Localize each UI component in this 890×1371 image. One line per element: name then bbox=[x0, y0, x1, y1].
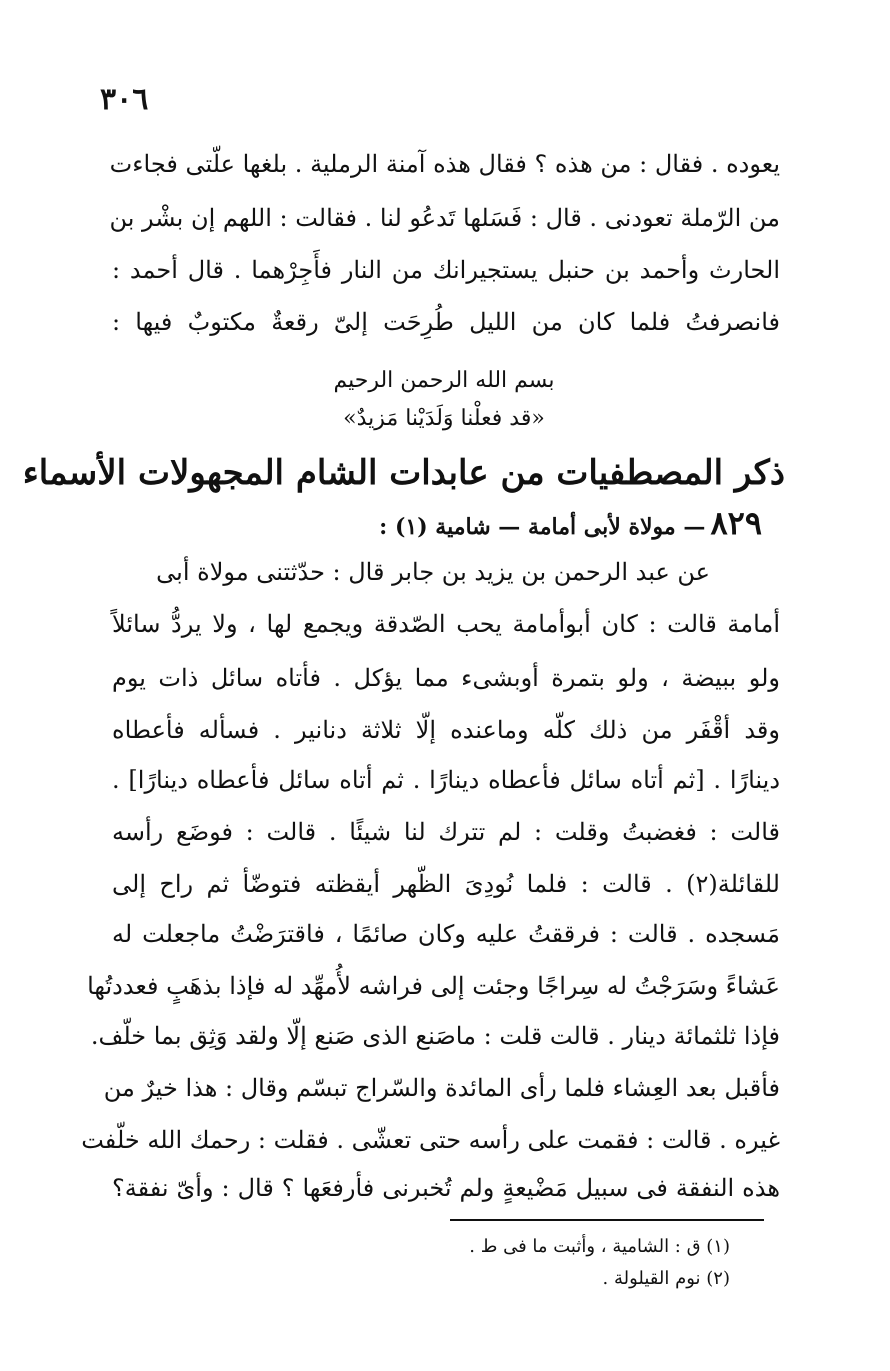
text-line: عن عبد الرحمن بن يزيد بن جابر قال : حدّثتنى مولاة أبى bbox=[156, 558, 710, 586]
page-number: ٣٠٦ bbox=[100, 82, 149, 117]
text-line: فانصرفتُ فلما كان من الليل طُرِحَت إلىّ رقعةٌ مكتوبٌ فيها : bbox=[112, 308, 780, 336]
text-line: ولو ببيضة ، ولو بتمرة أوبشىء مما يؤكل . فأتاه سائل ذات يوم bbox=[112, 664, 780, 692]
section-heading: ذكر المصطفيات من عابدات الشام المجهولات الأسماء bbox=[22, 453, 785, 493]
text-line: فإذا ثلثمائة دينار . قالت قلت : ماصَنع الذى صَنع إلّا ولقد وَثِق بما خلّف. bbox=[90, 1022, 780, 1050]
quranic-quote: «قد فعلْنا وَلَدَيْنا مَزيدٌ» bbox=[343, 406, 545, 431]
text-line: أمامة قالت : كان أبوأمامة يحب الصّدقة ويجمع لها ، ولا يردُّ سائلاً bbox=[112, 610, 780, 638]
text-line: وقد أقْفَر من ذلك كلّه وماعنده إلّا ثلاثة دنانير . فسأله فأعطاه bbox=[112, 716, 780, 744]
footnote: (٢) نوم القيلولة . bbox=[602, 1268, 730, 1289]
text-line: يعوده . فقال : من هذه ؟ فقال هذه آمنة الرملية . بلغها علّتى فجاءت bbox=[109, 150, 780, 178]
text-line: للقائلة(٢) . قالت : فلما نُودِىَ الظّهر أيقظته فتوضّأ ثم راح إلى bbox=[112, 870, 780, 898]
text-line: غيره . قالت : فقمت على رأسه حتى تعشّى . فقلت : رحمك الله خلّفت bbox=[81, 1126, 780, 1154]
text-line: عَشاءً وسَرَجْتُ له سِراجًا وجئت إلى فراشه لأُمهِّد له فإذا بذهَبٍ فعددتُها bbox=[87, 972, 780, 1000]
text-line: دينارًا . [ثم أتاه سائل فأعطاه دينارًا . ثم أتاه سائل فأعطاه دينارًا] . bbox=[112, 766, 781, 794]
basmala: بسم الله الرحمن الرحيم bbox=[333, 368, 555, 393]
entry-number: ٨٢٩ bbox=[710, 504, 762, 542]
text-line: هذه النفقة فى سبيل مَضْيعةٍ ولم تُخبرنى فأرفعَها ؟ قال : وأىّ نفقة؟ bbox=[112, 1174, 780, 1202]
text-line: قالت : فغضبتُ وقلت : لم تترك لنا شيئًا . قالت : فوضَع رأسه bbox=[112, 818, 780, 846]
text-line: من الرّملة تعودنى . قال : فَسَلها تَدعُو لنا . فقالت : اللهم إن بشْر بن bbox=[109, 204, 780, 232]
entry-title: — مولاة لأبى أمامة — شامية (١) : bbox=[379, 514, 706, 540]
footnote: (١) ق : الشامية ، وأثبت ما فى ط . bbox=[469, 1236, 730, 1257]
text-line: فأقبل بعد العِشاء فلما رأى المائدة والسّراج تبسّم وقال : هذا خيرٌ من bbox=[103, 1074, 780, 1102]
entry-heading bbox=[112, 504, 762, 542]
text-line: مَسجده . قالت : فرققتُ عليه وكان صائمًا ، فاقترَضْتُ ماجعلت له bbox=[112, 920, 780, 948]
text-line: الحارث وأحمد بن حنبل يستجيرانك من النار فأَجِرْهما . قال أحمد : bbox=[112, 256, 780, 284]
footnote-divider bbox=[450, 1219, 764, 1221]
